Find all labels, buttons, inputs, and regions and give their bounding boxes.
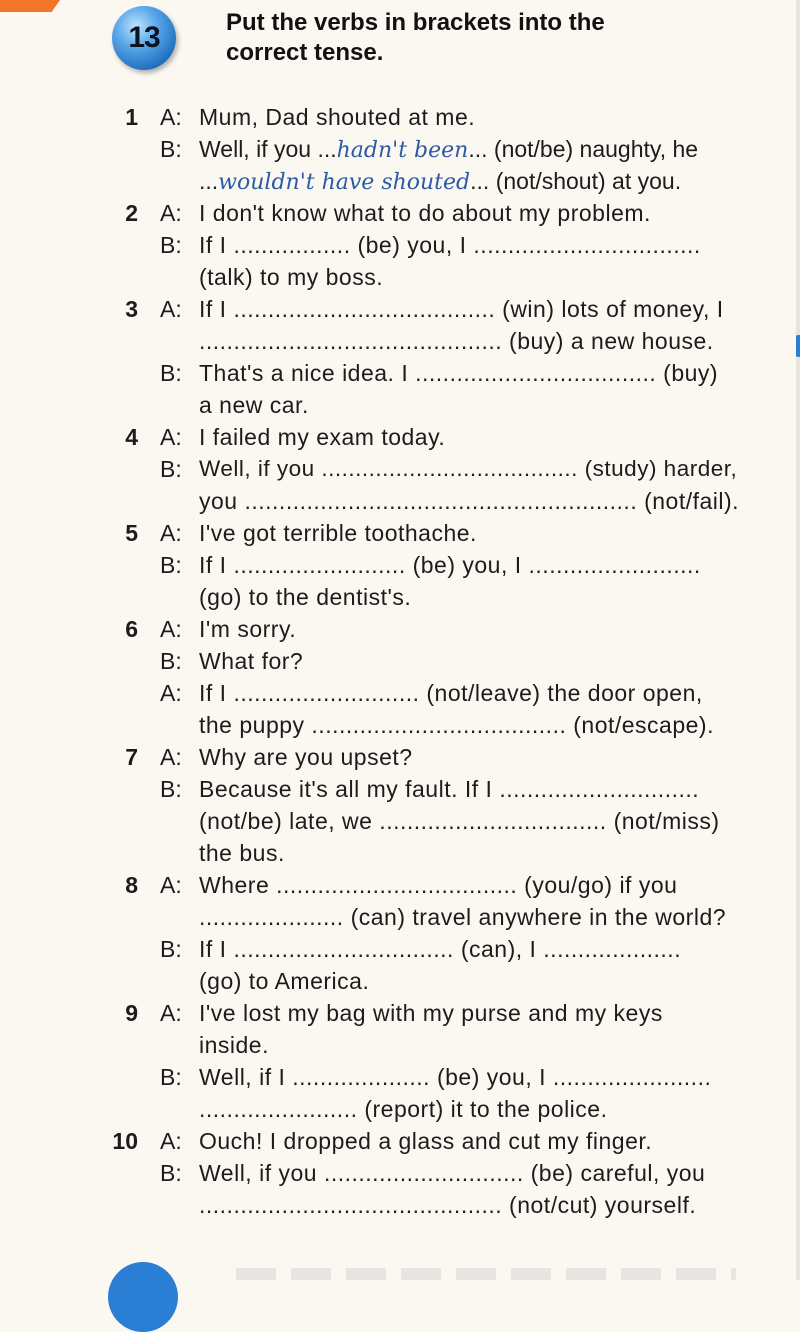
item-number: 5 [125, 520, 138, 546]
instruction-line-2: correct tense. [226, 39, 384, 66]
dialogue-line [199, 870, 677, 900]
dialogue-line [199, 582, 411, 612]
speaker-label: A: [160, 616, 182, 642]
item-number: 10 [112, 1128, 138, 1154]
line-text: Well, if I .................... (be) you, I ....................... [199, 1064, 712, 1090]
item-number: 3 [125, 296, 138, 322]
handwritten-answer: wouldn't have shouted [218, 170, 471, 195]
dialogue-line [199, 838, 285, 868]
dialogue-line [199, 998, 663, 1028]
speaker-label: B: [160, 776, 182, 802]
corner-decoration [0, 0, 60, 12]
dialogue-line [199, 166, 681, 198]
dialogue-line [199, 198, 651, 228]
next-exercise-badge [108, 1262, 178, 1332]
dialogue-line [199, 1190, 696, 1220]
dialogue-line [199, 294, 724, 324]
line-text: I've got terrible toothache. [199, 520, 477, 546]
line-text: I failed my exam today. [199, 424, 446, 450]
item-number: 4 [125, 424, 138, 450]
item-number: 9 [125, 1000, 138, 1026]
speaker-label: B: [160, 936, 182, 962]
dialogue-line [199, 422, 445, 452]
line-text: you ......................................................... (not/fail). [199, 488, 740, 514]
dialogue-line [199, 1030, 269, 1060]
dialogue-line [199, 550, 701, 580]
line-text: Because it's all my fault. If I ............................. [199, 776, 700, 802]
speaker-label: B: [160, 552, 182, 578]
speaker-label: A: [160, 872, 182, 898]
line-text: the puppy ..................................... (not/escape). [199, 712, 714, 738]
dialogue-line [199, 742, 413, 772]
line-text: Well, if you ... [199, 136, 337, 162]
line-text: Well, if you ...................................... (study) harder, [199, 456, 738, 481]
line-text: (talk) to my boss. [199, 264, 384, 290]
dialogue-line [199, 134, 698, 166]
line-text: If I ......................... (be) you, I ......................... [199, 552, 701, 578]
item-number: 2 [125, 200, 138, 226]
speaker-label: A: [160, 296, 182, 322]
line-text: a new car. [199, 392, 309, 418]
dialogue-line [199, 934, 681, 964]
line-text: I don't know what to do about my problem. [199, 200, 651, 226]
speaker-label: A: [160, 1128, 182, 1154]
line-text: Well, if you ............................. (be) careful, you [199, 1160, 706, 1186]
line-text: ... [199, 168, 219, 194]
line-text: Mum, Dad shouted at me. [199, 104, 476, 130]
instruction-line-1: Put the verbs in brackets into the [226, 9, 605, 36]
dialogue-line [199, 678, 703, 708]
item-number: 7 [125, 744, 138, 770]
dialogue-line [199, 1062, 711, 1092]
dialogue-line [199, 774, 699, 804]
dialogue-line [199, 454, 737, 484]
line-text: That's a nice idea. I ................................... (buy) [199, 360, 719, 386]
speaker-label: A: [160, 744, 182, 770]
line-text: What for? [199, 648, 304, 674]
dialogue-line [199, 390, 309, 420]
line-text: I've lost my bag with my purse and my keys [199, 1000, 663, 1026]
item-number: 6 [125, 616, 138, 642]
line-text: Why are you upset? [199, 744, 413, 770]
dialogue-line [199, 614, 296, 644]
speaker-label: A: [160, 680, 182, 706]
next-exercise-title-fragment [236, 1268, 736, 1280]
page-edge-tab [796, 335, 800, 357]
line-text: If I ................................ (can), I .................... [199, 936, 682, 962]
line-text: (go) to America. [199, 968, 370, 994]
dialogue-line [199, 1126, 652, 1156]
speaker-label: A: [160, 520, 182, 546]
dialogue-line [199, 262, 383, 292]
line-text: If I ........................... (not/leave) the door open, [199, 680, 703, 706]
exercise-number: 13 [128, 21, 160, 54]
dialogue-line [199, 326, 714, 356]
dialogue-line [199, 486, 739, 516]
line-text: Ouch! I dropped a glass and cut my finger. [199, 1128, 653, 1154]
line-text: (not/be) late, we ................................. (not/miss) [199, 808, 720, 834]
speaker-label: B: [160, 136, 182, 162]
page-edge [796, 0, 800, 1280]
dialogue-line [199, 1158, 705, 1188]
speaker-label: B: [160, 1064, 182, 1090]
dialogue-line [199, 710, 714, 740]
line-text: If I ................. (be) you, I ................................. [199, 232, 701, 258]
dialogue-line [199, 966, 369, 996]
line-text: ............................................ (not/cut) yourself. [199, 1192, 697, 1218]
speaker-label: A: [160, 200, 182, 226]
line-text: inside. [199, 1032, 269, 1058]
dialogue-line [199, 518, 477, 548]
line-text: If I ...................................... (win) lots of money, I [199, 296, 724, 322]
line-text: ..................... (can) travel anywhere in the world? [199, 904, 727, 930]
handwritten-answer: hadn't been [336, 138, 469, 163]
dialogue-line [199, 646, 303, 676]
speaker-label: B: [160, 1160, 182, 1186]
speaker-label: B: [160, 648, 182, 674]
dialogue-line [199, 902, 726, 932]
dialogue-line [199, 358, 718, 388]
exercise-instructions [226, 8, 726, 68]
line-text: ... (not/be) naughty, he [468, 136, 699, 162]
dialogue-line [199, 102, 475, 132]
dialogue-line [199, 230, 701, 260]
dialogue-line [199, 1094, 607, 1124]
line-text: ....................... (report) it to the police. [199, 1096, 608, 1122]
exercise-number-badge [112, 6, 176, 70]
line-text: I'm sorry. [199, 616, 297, 642]
line-text: (go) to the dentist's. [199, 584, 412, 610]
speaker-label: A: [160, 424, 182, 450]
speaker-label: B: [160, 232, 182, 258]
line-text: ............................................ (buy) a new house. [199, 328, 714, 354]
speaker-label: A: [160, 1000, 182, 1026]
line-text: the bus. [199, 840, 285, 866]
item-number: 8 [125, 872, 138, 898]
speaker-label: A: [160, 104, 182, 130]
line-text: ... (not/shout) at you. [470, 168, 682, 194]
item-number: 1 [125, 104, 138, 130]
dialogue-line [199, 806, 720, 836]
line-text: Where ................................... (you/go) if you [199, 872, 678, 898]
speaker-label: B: [160, 456, 182, 482]
speaker-label: B: [160, 360, 182, 386]
